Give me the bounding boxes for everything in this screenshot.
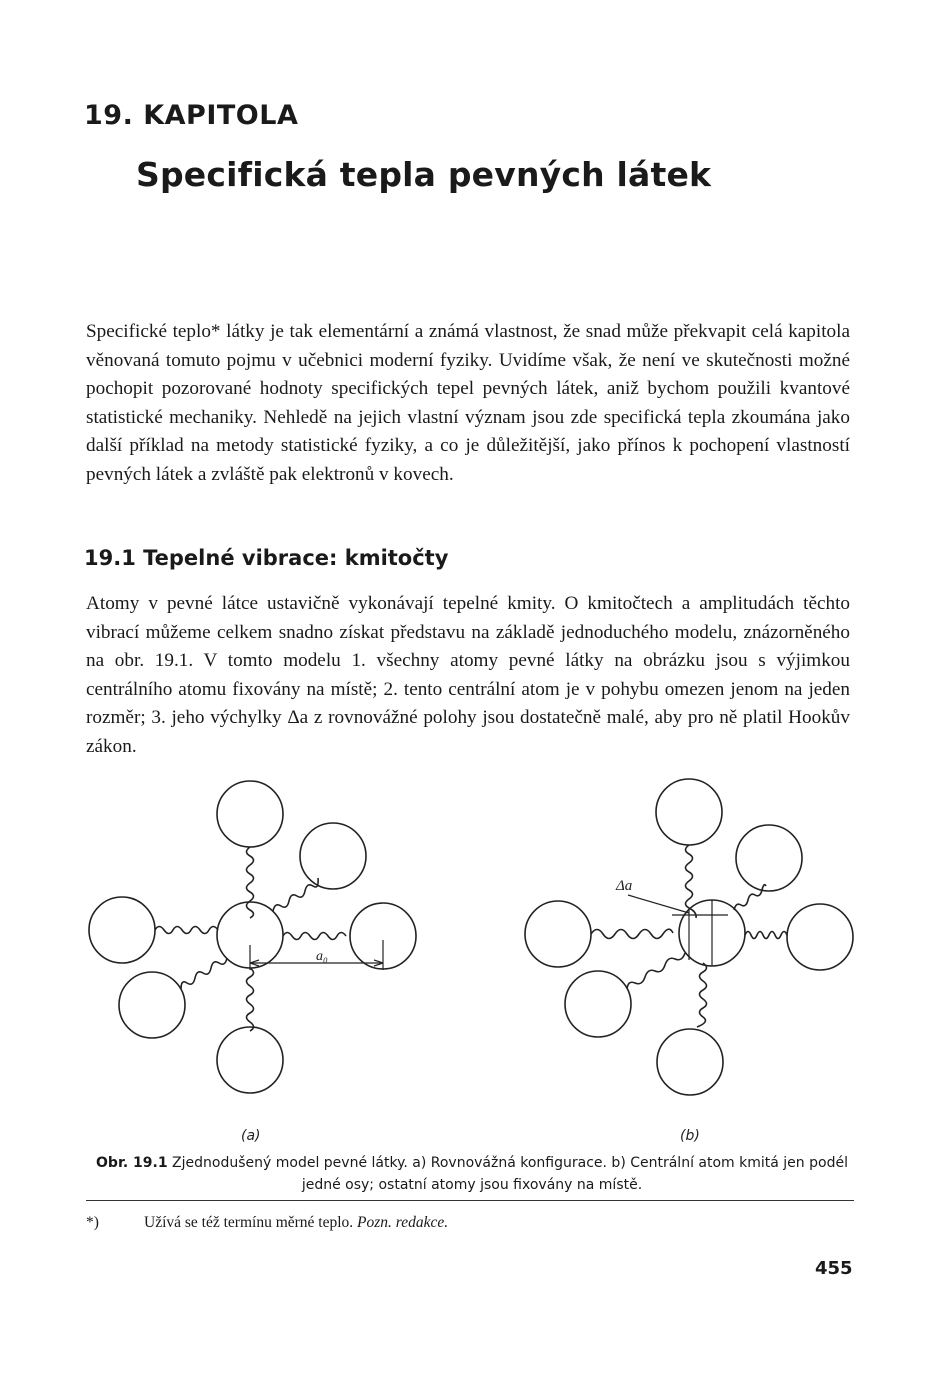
atom-bottom — [217, 1027, 283, 1093]
footnote-rule — [86, 1200, 854, 1201]
atom-lower-left — [565, 971, 631, 1037]
displacement-label: Δa — [616, 878, 633, 894]
distance-label: a₀ — [316, 949, 328, 964]
caption-label: Obr. 19.1 — [96, 1155, 168, 1171]
spring-bottom — [697, 963, 707, 1027]
spring-left — [591, 929, 673, 938]
atom-right — [787, 904, 853, 970]
page-number: 455 — [815, 1258, 853, 1279]
intro-paragraph: Specifické teplo* látky je tak elementární a známá vlastnost, že snad může překvapit celá kapitola věnovaná tomuto pojmu v učebnici moderní fyziky. Uvidíme však, že není ve skutečnosti možné pochopit pozorované hodnoty specifických tepel pevných látek, aniž bychom použili kvantové statistické mechaniky. Nehledě na jejich vlastní význam jsou zde specifická tepla zkoumána jako další příklad na metody statistické fyziky, a co je důležitější, jako přínos k pochopení vlastností pevných látek a zvláště pak elektronů v kovech. — [86, 321, 850, 485]
panel-b-label: (b) — [680, 1128, 700, 1144]
spring-diagonal-up — [734, 885, 766, 910]
panel-a — [89, 781, 416, 1093]
spring-top — [247, 847, 254, 918]
spring-diagonal-up — [273, 878, 318, 911]
atom-top — [656, 779, 722, 845]
atom-upper-right — [736, 825, 802, 891]
footnote — [86, 1212, 448, 1234]
figure-19-1 — [0, 770, 945, 1150]
atom-lower-left — [119, 972, 185, 1038]
spring-bottom — [247, 968, 254, 1031]
atom-top — [217, 781, 283, 847]
footnote-text: Užívá se též termínu měrné teplo. — [144, 1214, 354, 1231]
section-heading: 19.1 Tepelné vibrace: kmitočty — [84, 546, 449, 570]
spring-diagonal-down — [181, 958, 227, 989]
panel-b — [525, 779, 853, 1095]
atom-left — [89, 897, 155, 963]
spring-right — [283, 933, 346, 940]
figure-caption — [86, 1152, 858, 1196]
displacement-leader — [628, 895, 689, 913]
footnote-note: Pozn. redakce. — [357, 1214, 449, 1231]
spring-diagonal-down — [627, 953, 685, 989]
atom-upper-right — [300, 823, 366, 889]
chapter-title: Specifická tepla pevných látek — [136, 155, 712, 194]
spring-right — [745, 932, 787, 939]
chapter-number: 19. KAPITOLA — [84, 100, 299, 131]
atom-left — [525, 901, 591, 967]
section-paragraph: Atomy v pevné látce ustavičně vykonávají tepelné kmity. O kmitočtech a amplitudách těchto vibrací můžeme celkem snadno získat představu na základě jednoduchého modelu, znázorněného na obr. 19.1. V tomto modelu 1. všechny atomy pevné látky na obrázku jsou s výjimkou centrálního atomu fixovány na místě; 2. tento centrální atom je v pohybu omezen jenom na jeden rozměr; 3. jeho výchylky Δa z rovnovážné polohy jsou dostatečně malé, aby pro ně platil Hookův zákon. — [86, 593, 850, 757]
spring-left — [155, 927, 218, 934]
caption-text: Zjednodušený model pevné látky. a) Rovnovážná konfigurace. b) Centrální atom kmitá jen podél jedné osy; ostatní atomy jsou fixovány na místě. — [172, 1155, 848, 1193]
panel-a-label: (a) — [241, 1128, 261, 1144]
footnote-mark: *) — [86, 1214, 99, 1231]
atom-bottom — [657, 1029, 723, 1095]
